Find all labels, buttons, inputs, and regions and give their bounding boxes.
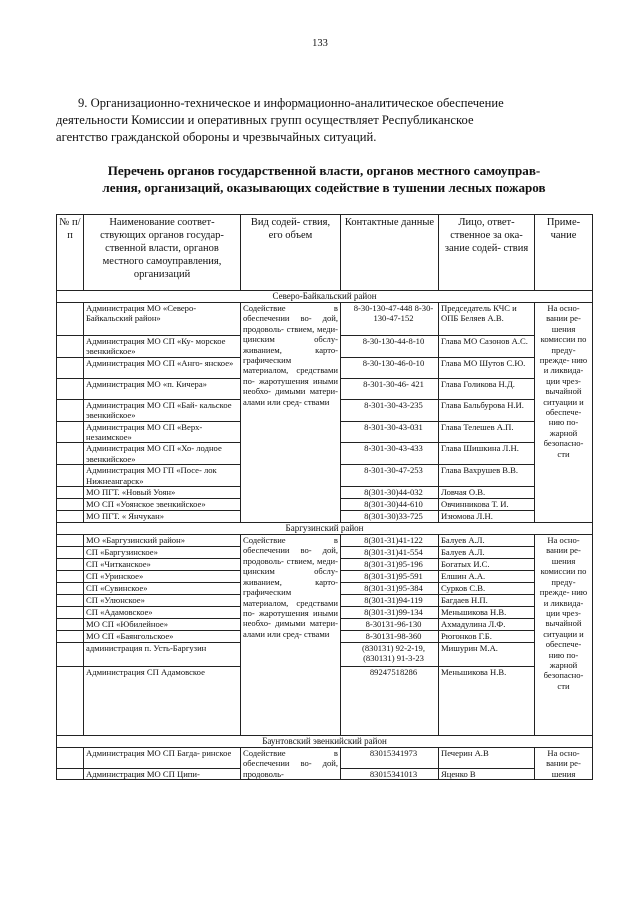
cell-contacts: 8(301-30)33-725 — [341, 511, 439, 523]
cell-num — [57, 619, 84, 631]
cell-org-name: МО ПГТ. « Янчукан» — [84, 511, 241, 523]
table-row — [57, 535, 593, 547]
cell-num — [57, 607, 84, 619]
cell-responsible-person: Елшин А.А. — [439, 571, 535, 583]
cell-contacts: 8-30131-98-360 — [341, 631, 439, 643]
cell-contacts: 8(301-31)95-384 — [341, 583, 439, 595]
cell-org-name: СП «Баргузинское» — [84, 547, 241, 559]
cell-contacts: 8-301-30-43-031 — [341, 421, 439, 443]
header-person: Лицо, ответ- ственное за ока- зание содей- ствия — [439, 215, 535, 291]
cell-org-name: Администрация МО СП «Бай- кальское эвенкийское» — [84, 399, 241, 421]
cell-contacts: 8(301-30)44-610 — [341, 499, 439, 511]
cell-contacts: (830131) 92-2-19, (830131) 91-3-23 — [341, 643, 439, 667]
header-note: Приме- чание — [535, 215, 593, 291]
region-header-row — [57, 736, 593, 748]
cell-contacts: 8-301-30-43-433 — [341, 443, 439, 465]
region-name: Северо-Байкальский район — [57, 291, 593, 303]
cell-assistance-kind: Содействие в обеспечении во- дой, продоволь- ствием, меди- цинским обслу- живанием, карто- графическим материалом, средствами по- жаротушения иными необхо- димыми матери- алами или сред- ствами — [241, 535, 341, 736]
cell-contacts: 8(301-30)44-032 — [341, 487, 439, 499]
cell-contacts: 83015341973 — [341, 748, 439, 769]
cell-responsible-person: Председатель КЧС и ОПБ Беляев А.В. — [439, 303, 535, 336]
region-header-row — [57, 291, 593, 303]
cell-responsible-person: Овчинникова Т. И. — [439, 499, 535, 511]
fire-assistance-table — [56, 214, 593, 780]
cell-contacts: 8(301-31)41-122 — [341, 535, 439, 547]
cell-assistance-kind: Содействие в обеспечении во- дой, продоволь- — [241, 748, 341, 780]
table-row — [57, 748, 593, 769]
cell-contacts: 8-301-30-43-235 — [341, 399, 439, 421]
cell-num — [57, 559, 84, 571]
cell-contacts: 89247518286 — [341, 667, 439, 736]
cell-responsible-person: Меньшикова Н.В. — [439, 667, 535, 736]
cell-contacts: 8(301-31)94-119 — [341, 595, 439, 607]
cell-note: На осно- вании ре- шения комиссии по преду- прежде- нию и ликвида- ции чрез- вычайной ситуации и обеспече- нию по- жарной безопасно- сти — [535, 303, 593, 523]
cell-responsible-person: Глава Бальбурова Н.И. — [439, 399, 535, 421]
cell-note: На осно- вании ре- шения комиссии по преду- прежде- нию и ликвида- ции чрез- вычайной ситуации и обеспече- нию по- жарной безопасно- сти — [535, 535, 593, 736]
cell-org-name: МО СП «Юбилейное» — [84, 619, 241, 631]
cell-num — [57, 399, 84, 421]
cell-responsible-person: Яценко В — [439, 769, 535, 780]
cell-contacts: 8-301-30-46- 421 — [341, 378, 439, 399]
section-title — [56, 162, 592, 196]
cell-org-name: МО СП «Баянгольское» — [84, 631, 241, 643]
cell-org-name: Администрация МО «п. Кичера» — [84, 378, 241, 399]
header-contacts: Контактные данные — [341, 215, 439, 291]
cell-contacts: 8-30-130-46-0-10 — [341, 357, 439, 378]
cell-num — [57, 499, 84, 511]
cell-org-name: администрация п. Усть-Баргузин — [84, 643, 241, 667]
cell-responsible-person: Глава МО Шутов С.Ю. — [439, 357, 535, 378]
cell-num — [57, 535, 84, 547]
cell-org-name: МО СП «Уоянское эвенкийское» — [84, 499, 241, 511]
cell-num — [57, 667, 84, 736]
cell-responsible-person: Ахмадулина Л.Ф. — [439, 619, 535, 631]
cell-responsible-person: Глава Телешев А.П. — [439, 421, 535, 443]
cell-responsible-person: Ловчая О.В. — [439, 487, 535, 499]
cell-responsible-person: Сурков С.В. — [439, 583, 535, 595]
header-num: № п/п — [57, 215, 84, 291]
cell-note: На осно- вании ре- шения — [535, 748, 593, 780]
cell-num — [57, 547, 84, 559]
cell-org-name: Администрация МО ГП «Посе- лок Нижнеангарск» — [84, 465, 241, 487]
cell-org-name: Администрация МО СП «Верх- незаимское» — [84, 421, 241, 443]
intro-line: деятельности Комиссии и оперативных групп осуществляет Республиканское — [56, 113, 474, 127]
cell-contacts: 8(301-31)95-591 — [341, 571, 439, 583]
table-row — [57, 303, 593, 336]
cell-num — [57, 643, 84, 667]
header-name: Наименование соответ- ствующих органов государ- ственной власти, органов местного самоуправления, организаций — [84, 215, 241, 291]
cell-num — [57, 487, 84, 499]
cell-org-name: Администрация МО «Северо-Байкальский район» — [84, 303, 241, 336]
cell-num — [57, 511, 84, 523]
cell-org-name: СП «Сувинское» — [84, 583, 241, 595]
cell-responsible-person: Глава МО Сазонов А.С. — [439, 336, 535, 358]
cell-contacts: 8(301-31)99-134 — [341, 607, 439, 619]
cell-org-name: Администрация МО СП Багда- ринское — [84, 748, 241, 769]
cell-org-name: СП «Адамовское» — [84, 607, 241, 619]
cell-num — [57, 465, 84, 487]
cell-num — [57, 595, 84, 607]
cell-responsible-person: Мишурин М.А. — [439, 643, 535, 667]
cell-org-name: МО «Баргузинский район» — [84, 535, 241, 547]
cell-contacts: 8-30-130-44-8-10 — [341, 336, 439, 358]
cell-responsible-person: Балуев А.Л. — [439, 547, 535, 559]
cell-contacts: 8-301-30-47-253 — [341, 465, 439, 487]
intro-paragraph — [56, 95, 592, 146]
table-header-row — [57, 215, 593, 291]
cell-contacts: 8(301-31)41-554 — [341, 547, 439, 559]
cell-num — [57, 303, 84, 336]
cell-responsible-person: Рюгонков Г.Б. — [439, 631, 535, 643]
cell-org-name: СП «Читканское» — [84, 559, 241, 571]
cell-num — [57, 378, 84, 399]
cell-contacts: 8-30-130-47-448 8-30-130-47-152 — [341, 303, 439, 336]
cell-org-name: СП «Улюнское» — [84, 595, 241, 607]
cell-contacts: 8(301-31)95-196 — [341, 559, 439, 571]
cell-responsible-person: Глава Шишкина Л.Н. — [439, 443, 535, 465]
cell-org-name: Администрация МО СП «Хо- лодное эвенкийское» — [84, 443, 241, 465]
cell-num — [57, 748, 84, 769]
cell-num — [57, 336, 84, 358]
cell-responsible-person: Богатых И.С. — [439, 559, 535, 571]
cell-num — [57, 421, 84, 443]
cell-num — [57, 443, 84, 465]
cell-contacts: 83015341013 — [341, 769, 439, 780]
cell-responsible-person: Балуев А.Л. — [439, 535, 535, 547]
cell-responsible-person: Изюмова Л.Н. — [439, 511, 535, 523]
intro-line: 9. Организационно-техническое и информационно-аналитическое обеспечение — [78, 96, 504, 110]
region-name: Баунтовский эвенкийский район — [57, 736, 593, 748]
cell-org-name: МО ПГТ. «Новый Уоян» — [84, 487, 241, 499]
cell-org-name: СП «Уринское» — [84, 571, 241, 583]
table-body — [57, 291, 593, 780]
cell-responsible-person: Глава Вахрушев В.В. — [439, 465, 535, 487]
cell-num — [57, 631, 84, 643]
title-line: ления, организаций, оказывающих содействие в тушении лесных пожаров — [102, 180, 546, 195]
cell-org-name: Администрация МО СП «Ку- морское эвенкийское» — [84, 336, 241, 358]
region-name: Баргузинский район — [57, 523, 593, 535]
page-number: 133 — [312, 38, 328, 49]
region-header-row — [57, 523, 593, 535]
cell-org-name: Администрация СП Адамовское — [84, 667, 241, 736]
cell-responsible-person: Меньшикова Н.В. — [439, 607, 535, 619]
cell-responsible-person: Печерин А.В — [439, 748, 535, 769]
cell-num — [57, 769, 84, 780]
cell-responsible-person: Глава Голикова Н.Д. — [439, 378, 535, 399]
cell-assistance-kind: Содействие в обеспечении во- дой, продоволь- ствием, меди- цинским обслу- живанием, карто- графическим материалом, средствами по- жаротушения иными необхо- димыми матери- алами или сред- ствами — [241, 303, 341, 523]
intro-line: агентство гражданской обороны и чрезвычайных ситуаций. — [56, 130, 377, 144]
cell-responsible-person: Багдаев Н.П. — [439, 595, 535, 607]
title-line: Перечень органов государственной власти, органов местного самоуправ- — [107, 163, 541, 178]
cell-org-name: Администрация МО СП Ципи- — [84, 769, 241, 780]
cell-num — [57, 583, 84, 595]
cell-num — [57, 571, 84, 583]
cell-org-name: Администрация МО СП «Анго- янское» — [84, 357, 241, 378]
header-kind: Вид содей- ствия, его объем — [241, 215, 341, 291]
cell-contacts: 8-30131-96-130 — [341, 619, 439, 631]
cell-num — [57, 357, 84, 378]
